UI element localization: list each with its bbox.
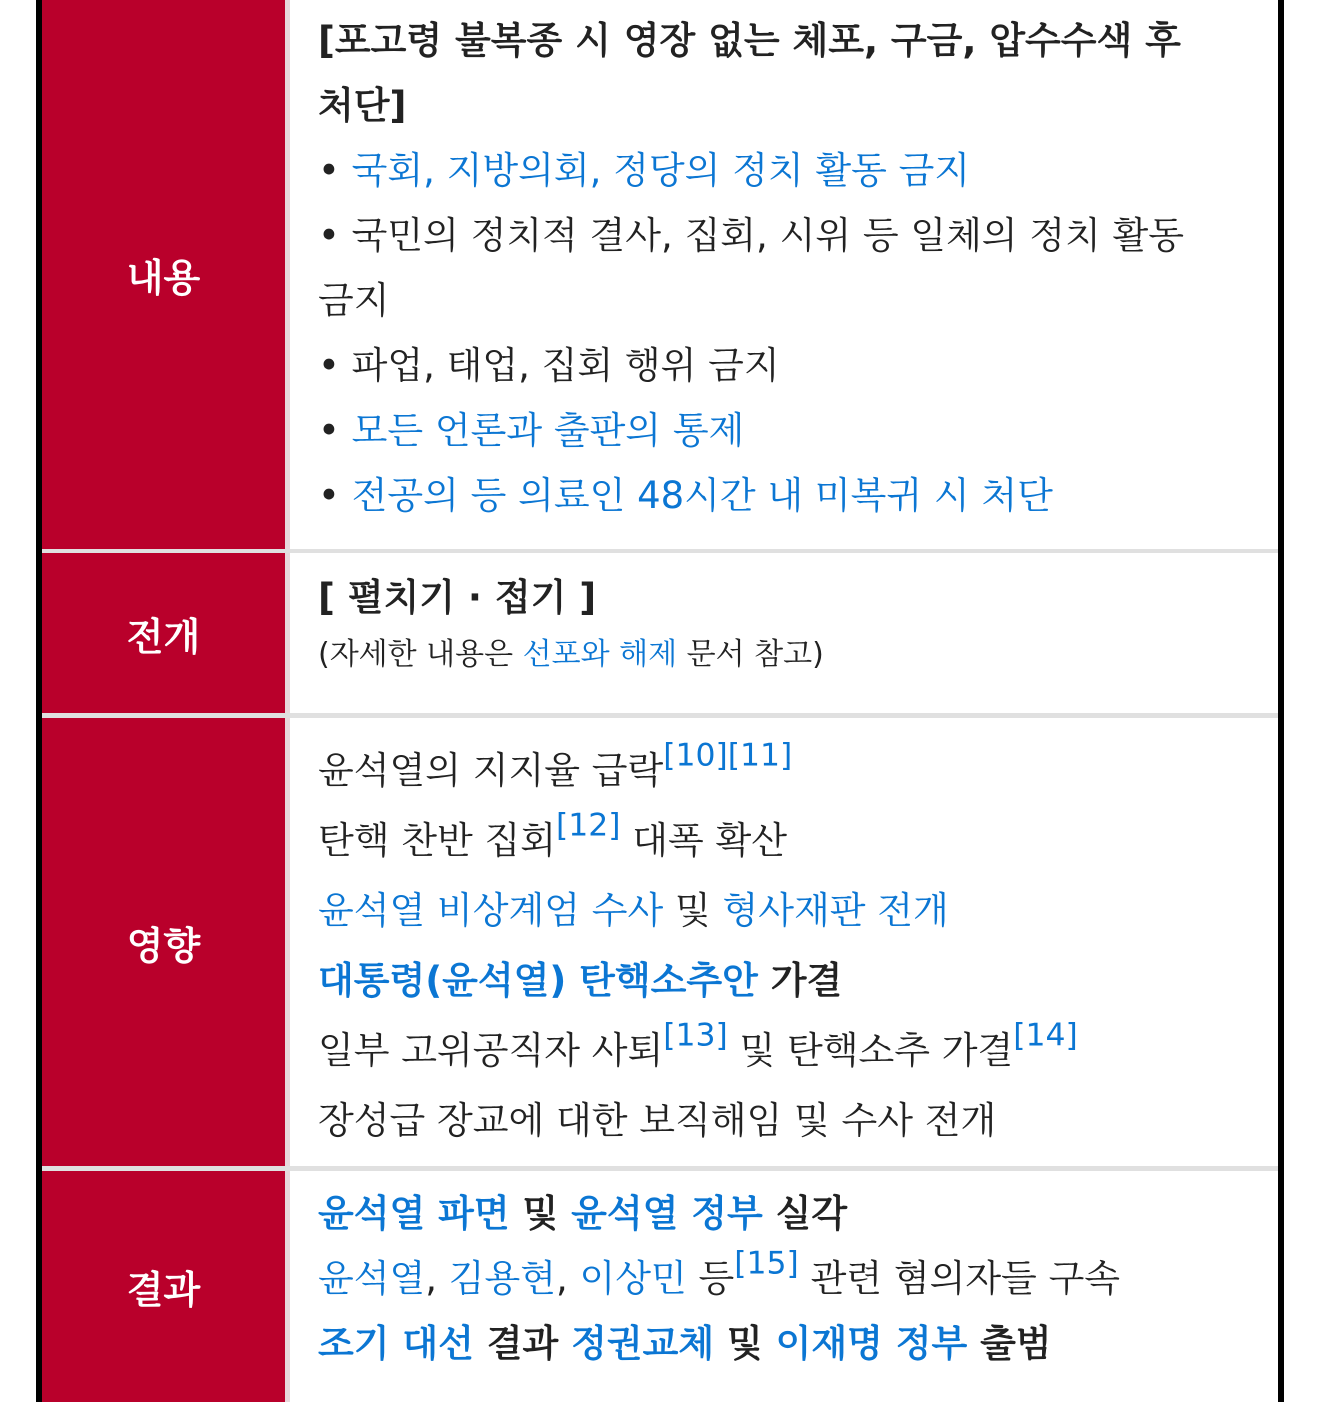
content-line xyxy=(318,1016,1250,1086)
content-line xyxy=(318,333,1250,398)
text: 가결 xyxy=(757,959,843,1002)
row-header: 전개 xyxy=(42,553,290,713)
content-line xyxy=(318,806,1250,876)
text: 처단] xyxy=(318,84,407,127)
text: , xyxy=(425,1257,449,1300)
content-line xyxy=(318,73,1250,138)
content-line xyxy=(318,565,1250,630)
text: , xyxy=(556,1257,580,1300)
row-body xyxy=(290,718,1278,1166)
text: 금지 xyxy=(318,279,390,322)
footnote-link[interactable]: [12] xyxy=(555,807,621,844)
footnote-link[interactable]: [10] xyxy=(663,737,728,774)
text: 및 xyxy=(663,889,723,932)
wiki-link[interactable]: 윤석열 xyxy=(318,1257,426,1300)
wiki-link[interactable]: 윤석열 비상계엄 수사 xyxy=(318,889,664,932)
footnote-link[interactable]: [15] xyxy=(734,1245,799,1282)
footnote-link[interactable]: [14] xyxy=(1013,1017,1078,1054)
content-line xyxy=(318,1181,1250,1246)
text: • 국민의 정치적 결사, 집회, 시위 등 일체의 정치 활동 xyxy=(318,214,1185,257)
content-line xyxy=(318,876,1250,946)
content-line xyxy=(318,946,1250,1016)
text: 대폭 확산 xyxy=(620,819,788,862)
content-line xyxy=(318,398,1250,463)
text: 윤석열의 지지율 급락 xyxy=(318,749,664,792)
content-line xyxy=(318,1311,1250,1376)
wiki-link[interactable]: 김용현 xyxy=(448,1257,556,1300)
infobox-table xyxy=(42,0,1278,1402)
content-line xyxy=(318,1086,1250,1156)
text: • 파업, 태업, 집회 행위 금지 xyxy=(318,344,780,387)
text: 및 xyxy=(714,1322,776,1365)
content-line xyxy=(318,138,1250,203)
text: 실각 xyxy=(762,1192,848,1235)
footnote-link[interactable]: [11] xyxy=(727,737,793,774)
text: • xyxy=(318,149,352,192)
row-body xyxy=(290,553,1278,713)
content-line xyxy=(318,8,1250,73)
wiki-link[interactable]: 형사재판 전개 xyxy=(722,889,949,932)
wiki-link[interactable]: 윤석열 정부 xyxy=(571,1192,763,1235)
row-impact xyxy=(42,718,1278,1166)
text: 출범 xyxy=(967,1322,1052,1365)
row-result xyxy=(42,1171,1278,1402)
text: 탄핵 찬반 집회 xyxy=(318,819,556,862)
row-development xyxy=(42,553,1278,713)
row-body xyxy=(290,1171,1278,1402)
wiki-link[interactable]: 선포와 해제 xyxy=(522,637,678,672)
wiki-link[interactable]: 모든 언론과 출판의 통제 xyxy=(351,409,745,452)
content-line xyxy=(318,736,1250,806)
text: 등 xyxy=(686,1257,735,1300)
text: 장성급 장교에 대한 보직해임 및 수사 전개 xyxy=(318,1099,997,1142)
row-header: 내용 xyxy=(42,0,290,549)
row-header: 결과 xyxy=(42,1171,290,1402)
wiki-link[interactable]: 전공의 등 의료인 48시간 내 미복귀 시 처단 xyxy=(351,474,1053,517)
wiki-link[interactable]: 이재명 정부 xyxy=(775,1322,968,1365)
text: [포고령 불복종 시 영장 없는 체포, 구금, 압수수색 후 xyxy=(318,19,1181,62)
wiki-link[interactable]: 조기 대선 xyxy=(318,1322,474,1365)
footnote-link[interactable]: [13] xyxy=(663,1017,728,1054)
content-line xyxy=(318,268,1250,333)
wiki-link[interactable]: 국회, 지방의회, 정당의 정치 활동 금지 xyxy=(351,149,971,192)
text: (자세한 내용은 xyxy=(318,637,523,672)
text: 일부 고위공직자 사퇴 xyxy=(318,1029,664,1072)
text: • xyxy=(318,409,352,452)
text: • xyxy=(318,474,352,517)
text: 문서 참고) xyxy=(677,637,824,672)
row-body xyxy=(290,0,1278,549)
wiki-link[interactable]: 이상민 xyxy=(579,1257,687,1300)
text: 및 xyxy=(509,1192,572,1235)
content-line xyxy=(318,203,1250,268)
text: 관련 혐의자들 구속 xyxy=(798,1257,1121,1300)
row-header: 영향 xyxy=(42,718,290,1166)
content-line xyxy=(318,630,1250,680)
content-line xyxy=(318,463,1250,528)
wiki-link[interactable]: 대통령(윤석열) 탄핵소추안 xyxy=(318,959,758,1002)
expand-collapse-toggle[interactable]: [ 펼치기 · 접기 ] xyxy=(318,576,597,619)
row-content xyxy=(42,0,1278,549)
content-line xyxy=(318,1246,1250,1311)
text: 및 탄핵소추 가결 xyxy=(727,1029,1014,1072)
wiki-link[interactable]: 정권교체 xyxy=(571,1322,715,1365)
wiki-link[interactable]: 윤석열 파면 xyxy=(318,1192,510,1235)
text: 결과 xyxy=(473,1322,572,1365)
